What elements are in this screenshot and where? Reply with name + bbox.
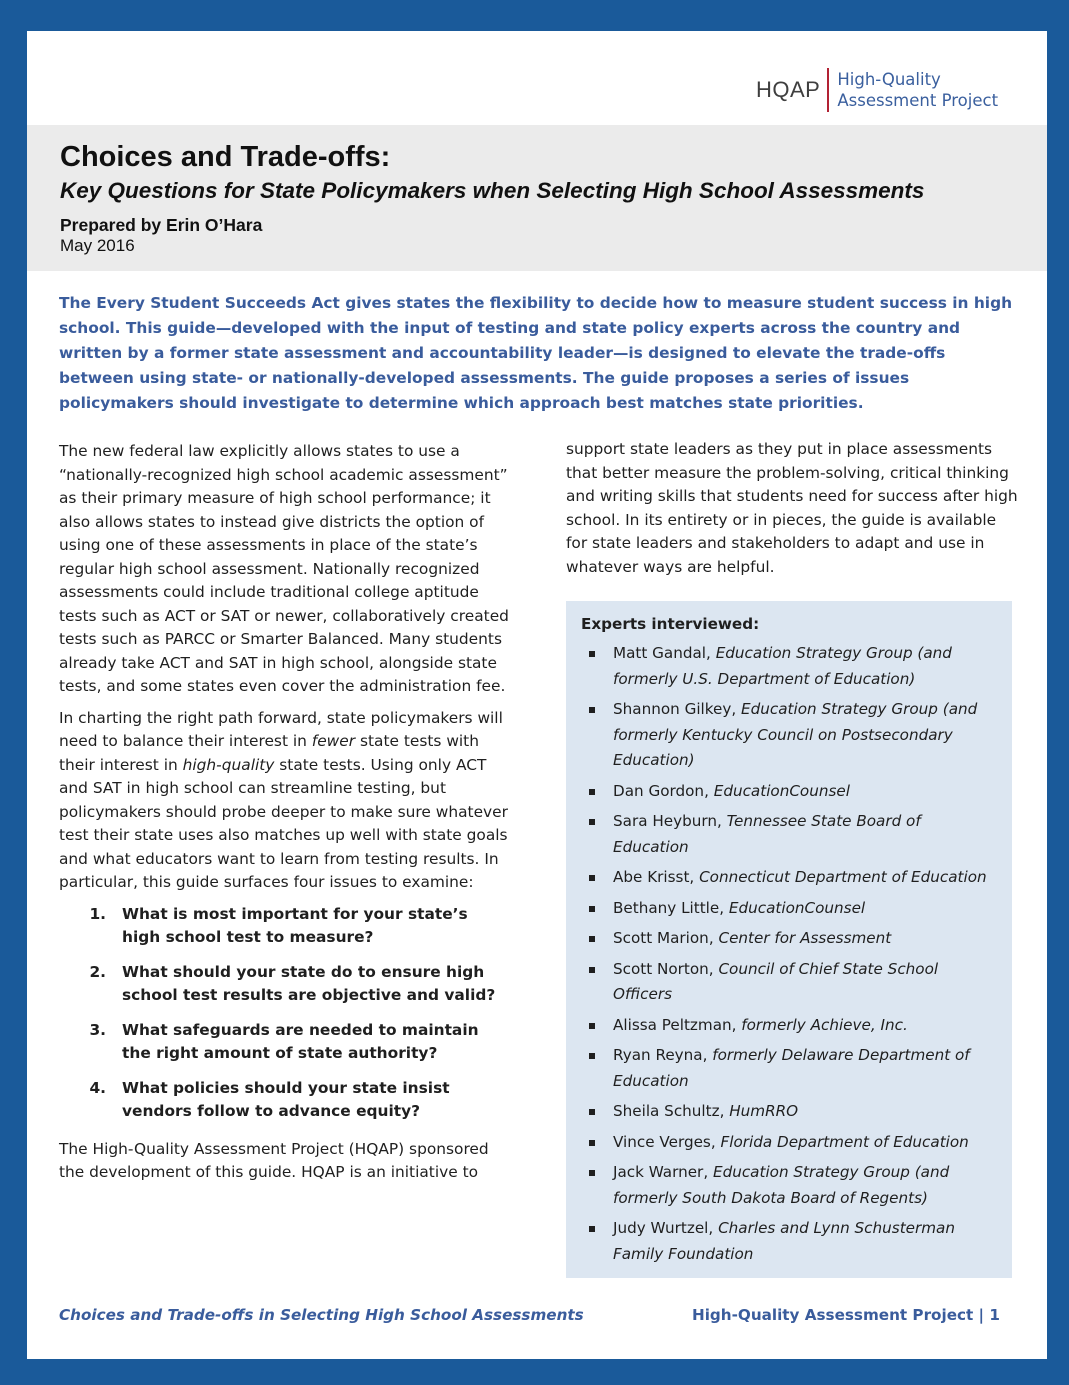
- issue-text: What safeguards are needed to maintain the right amount of state authority?: [122, 1020, 479, 1062]
- p2-text-a: In charting the right path forward, state policymakers will need to balance their interest in: [59, 708, 503, 750]
- bullet-icon: [589, 1140, 595, 1146]
- logo-name-line2: Assessment Project: [837, 91, 999, 110]
- expert-affiliation: Education Strategy Group (and formerly U.S. Department of Education): [613, 644, 952, 688]
- issue-item: [59, 961, 514, 1008]
- expert-affiliation: EducationCounsel: [713, 781, 850, 800]
- expert-affiliation: Florida Department of Education: [720, 1132, 969, 1151]
- left-column: [59, 440, 514, 1193]
- issue-number: 1.: [89, 904, 106, 923]
- footer-page-label: High-Quality Assessment Project | 1: [692, 1306, 1000, 1324]
- publication-date: May 2016: [60, 236, 135, 255]
- expert-name: Jack Warner: [613, 1163, 704, 1181]
- expert-item: Dan Gordon, EducationCounsel: [581, 779, 998, 805]
- author-line: Prepared by Erin O’Hara: [60, 215, 263, 235]
- right-column: [566, 438, 1021, 587]
- bullet-icon: [589, 819, 595, 825]
- expert-item: Alissa Peltzman, formerly Achieve, Inc.: [581, 1013, 998, 1039]
- expert-affiliation: EducationCounsel: [728, 898, 866, 917]
- document-page: [27, 31, 1047, 1359]
- logo-abbreviation: HQAP: [756, 68, 829, 112]
- issue-item: [59, 903, 514, 950]
- expert-item: Vince Verges, Florida Department of Education: [581, 1130, 998, 1156]
- expert-affiliation: Charles and Lynn Schusterman Family Foundation: [613, 1219, 955, 1263]
- expert-name: Shannon Gilkey: [613, 700, 732, 718]
- expert-affiliation: Council of Chief State School Officers: [613, 959, 939, 1003]
- expert-affiliation: HumRRO: [729, 1102, 799, 1120]
- expert-item: Scott Norton, Council of Chief State School Officers: [581, 957, 998, 1008]
- bullet-icon: [589, 707, 595, 713]
- expert-affiliation: formerly Achieve, Inc.: [741, 1015, 908, 1034]
- bullet-icon: [589, 789, 595, 795]
- issue-text: What is most important for your state’s high school test to measure?: [122, 904, 468, 946]
- page-subtitle: Key Questions for State Policymakers when Selecting High School Assessments: [60, 178, 925, 203]
- expert-item: Abe Krisst, Connecticut Department of Education: [581, 865, 998, 891]
- bullet-icon: [589, 1023, 595, 1029]
- bullet-icon: [589, 1109, 595, 1115]
- body-paragraph-4: support state leaders as they put in place assessments that better measure the problem-solving, critical thinking and writing skills that students need for success after high school. In its entirety or in pieces, the guide is available for state leaders and stakeholders to adapt and use in whatever ways are helpful.: [566, 440, 1018, 576]
- expert-affiliation: Connecticut Department of Education: [699, 868, 987, 886]
- issue-number: 2.: [89, 962, 106, 981]
- expert-affiliation: formerly Delaware Department of Education: [613, 1046, 970, 1090]
- issue-item: [59, 1077, 514, 1124]
- expert-name: Bethany Little: [613, 898, 720, 917]
- issue-number: 4.: [89, 1078, 106, 1097]
- expert-affiliation: Center for Assessment: [718, 929, 892, 947]
- expert-name: Sheila Schultz: [613, 1102, 720, 1120]
- bullet-icon: [589, 1226, 595, 1232]
- logo-name: [829, 69, 998, 111]
- bullet-icon: [589, 936, 595, 942]
- expert-item: Sara Heyburn, Tennessee State Board of Education: [581, 809, 998, 860]
- bullet-icon: [589, 906, 595, 912]
- expert-name: Matt Gandal: [613, 644, 707, 662]
- bullet-icon: [589, 1170, 595, 1176]
- expert-name: Vince Verges: [613, 1132, 711, 1151]
- expert-name: Abe Krisst: [613, 868, 690, 886]
- expert-affiliation: Tennessee State Board of Education: [613, 812, 921, 856]
- bullet-icon: [589, 875, 595, 881]
- expert-item: Bethany Little, EducationCounsel: [581, 896, 998, 922]
- footer-title: Choices and Trade-offs in Selecting High School Assessments: [59, 1306, 584, 1324]
- expert-name: Judy Wurtzel: [613, 1219, 709, 1237]
- issue-text: What should your state do to ensure high school test results are objective and valid?: [122, 962, 496, 1004]
- logo-name-line1: High-Quality: [837, 70, 941, 89]
- bullet-icon: [589, 967, 595, 973]
- issue-text: What policies should your state insist vendors follow to advance equity?: [122, 1078, 450, 1120]
- expert-item: Ryan Reyna, formerly Delaware Department of Education: [581, 1043, 998, 1094]
- expert-name: Scott Norton: [613, 959, 709, 978]
- bullet-icon: [589, 1053, 595, 1059]
- page-title: Choices and Trade-offs:: [60, 141, 391, 173]
- expert-item: Judy Wurtzel, Charles and Lynn Schusterman Family Foundation: [581, 1216, 998, 1267]
- p2-text-c: state tests. Using only ACT and SAT in high school can streamline testing, but policymakers should probe deeper to make sure whatever test their state uses also matches up well with state goals and what educators want to learn from testing results. In particular, this guide surfaces four issues to examine:: [59, 755, 508, 891]
- expert-name: Alissa Peltzman: [613, 1015, 732, 1034]
- expert-item: Matt Gandal, Education Strategy Group (and formerly U.S. Department of Education): [581, 641, 998, 692]
- expert-name: Sara Heyburn: [613, 812, 717, 830]
- experts-box: [566, 601, 1012, 1278]
- issue-number: 3.: [89, 1020, 106, 1039]
- p2-emphasis-high-quality: high-quality: [182, 755, 275, 774]
- expert-name: Scott Marion: [613, 929, 709, 947]
- expert-item: Shannon Gilkey, Education Strategy Group (and formerly Kentucky Council on Postsecondary Education): [581, 697, 998, 774]
- body-paragraph-3: The High-Quality Assessment Project (HQAP) sponsored the development of this guide. HQAP is an initiative to: [59, 1139, 489, 1181]
- expert-name: Dan Gordon: [613, 781, 705, 800]
- p2-emphasis-fewer: fewer: [311, 732, 356, 750]
- expert-item: Sheila Schultz, HumRRO: [581, 1099, 998, 1125]
- expert-name: Ryan Reyna: [613, 1046, 703, 1064]
- bullet-icon: [589, 651, 595, 657]
- expert-affiliation: Education Strategy Group (and formerly South Dakota Board of Regents): [613, 1163, 950, 1207]
- experts-list: [581, 641, 998, 1267]
- expert-item: Jack Warner, Education Strategy Group (and formerly South Dakota Board of Regents): [581, 1160, 998, 1211]
- experts-heading: Experts interviewed:: [581, 615, 760, 633]
- expert-affiliation: Education Strategy Group (and formerly Kentucky Council on Postsecondary Education): [613, 700, 978, 769]
- issues-list: [59, 903, 514, 1124]
- hqap-logo: [756, 66, 998, 114]
- body-paragraph-1: The new federal law explicitly allows states to use a “nationally-recognized high school academic assessment” as their primary measure of high school performance; it also allows states to instead give districts the option of using one of these assessments in place of the state’s regular high school assessment. Nationally recognized assessments could include traditional college aptitude tests such as ACT or SAT or newer, collaboratively created tests such as PARCC or Smarter Balanced. Many students already take ACT and SAT in high school, alongside state tests, and some states even cover the administration fee.: [59, 442, 509, 695]
- body-paragraph-2: [59, 707, 514, 895]
- issue-item: [59, 1019, 514, 1066]
- p2-text-b: state tests with their interest in: [59, 732, 479, 774]
- expert-item: Scott Marion, Center for Assessment: [581, 926, 998, 952]
- intro-paragraph: The Every Student Succeeds Act gives states the flexibility to decide how to measure student success in high school. This guide—developed with the input of testing and state policy experts across the country and written by a former state assessment and accountability leader—is designed to elevate the trade-offs between using state- or nationally-developed assessments. The guide proposes a series of issues policymakers should investigate to determine which approach best matches state priorities.: [59, 294, 1013, 412]
